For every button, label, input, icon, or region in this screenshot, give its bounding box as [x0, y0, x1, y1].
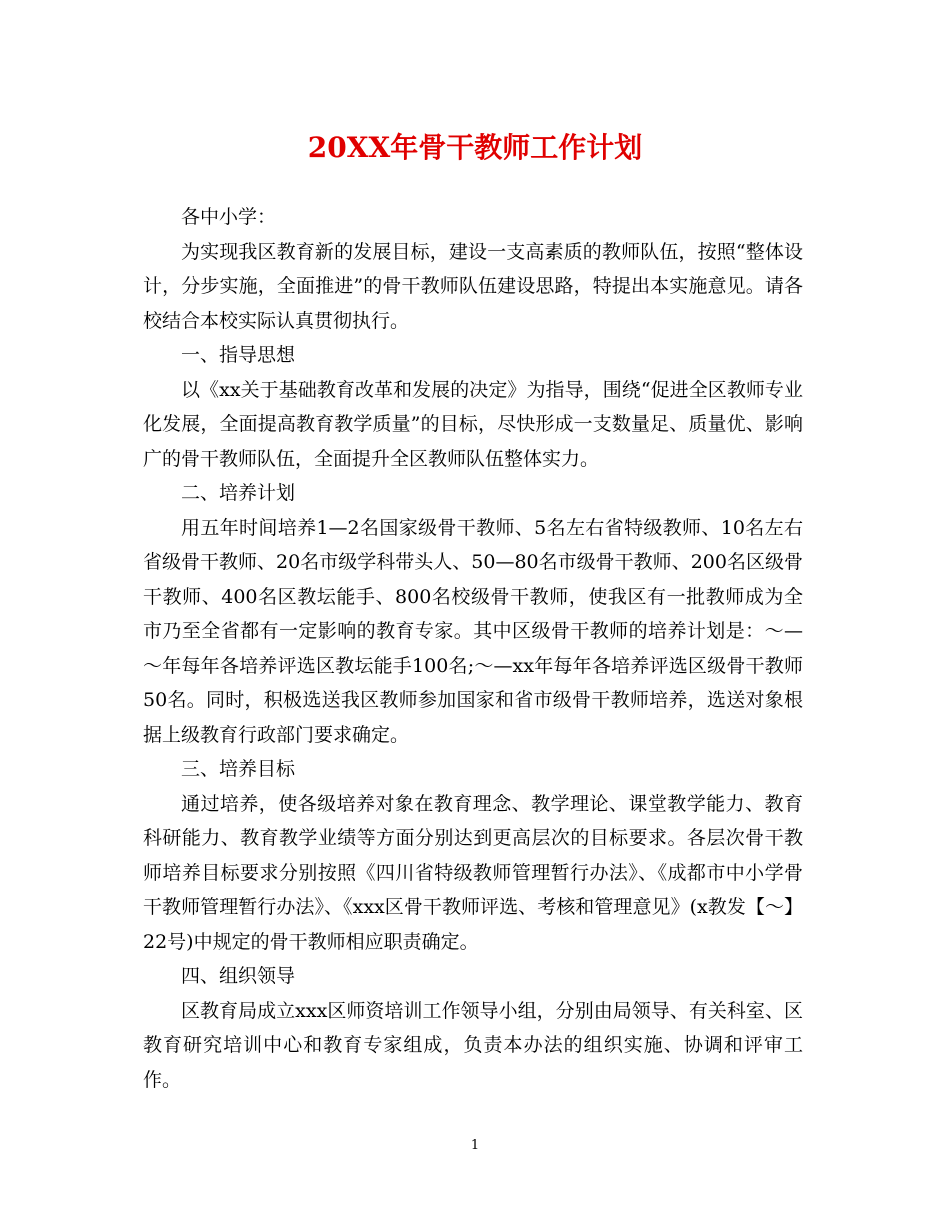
section-heading-organization: 四、组织领导	[181, 965, 296, 987]
section-heading-training-goals: 三、培养目标	[181, 758, 296, 780]
section-heading-guiding-ideology: 一、指导思想	[181, 344, 296, 366]
document-title: 20XX年骨干教师工作计划	[307, 131, 643, 164]
section-heading-training-plan: 二、培养计划	[181, 482, 296, 504]
organization-paragraph: 区教育局成立xxx区师资培训工作领导小组，分别由局领导、有关科室、区教育研究培训中心和教育专家组成，负责本办法的组织实施、协调和评审工作。	[143, 999, 803, 1091]
training-plan-paragraph: 用五年时间培养1—2名国家级骨干教师、5名左右省特级教师、10名左右省级骨干教师、20名市级学科带头人、50—80名市级骨干教师、200名区级骨干教师、400名区教坛能手、800名校级骨干教师，使我区有一批教师成为全市乃至全省都有一定影响的教育专家。其中区级骨干教师的培养计划是：～—～年每年各培养评选区教坛能手100名;～—xx年每年各培养评选区级骨干教师50名。同时，积极选送我区教师参加国家和省市级骨干教师培养，选送对象根据上级教育行政部门要求确定。	[143, 516, 803, 746]
guiding-ideology-paragraph: 以《xx关于基础教育改革和发展的决定》为指导，围绕“促进全区教师专业化发展，全面提高教育教学质量”的目标，尽快形成一支数量足、质量优、影响广的骨干教师队伍，全面提升全区教师队伍整体实力。	[143, 378, 803, 470]
document-body	[143, 200, 803, 1097]
intro-paragraph: 为实现我区教育新的发展目标，建设一支高素质的教师队伍，按照“整体设计，分步实施，全面推进”的骨干教师队伍建设思路，特提出本实施意见。请各校结合本校实际认真贯彻执行。	[143, 240, 803, 332]
salutation: 各中小学：	[181, 206, 277, 228]
page-number: 1	[470, 1138, 480, 1153]
training-goals-paragraph: 通过培养，使各级培养对象在教育理念、教学理论、课堂教学能力、教育科研能力、教育教学业绩等方面分别达到更高层次的目标要求。各层次骨干教师培养目标要求分别按照《四川省特级教师管理暂行办法》、《成都市中小学骨干教师管理暂行办法》、《xxx区骨干教师评选、考核和管理意见》(x教发【～】22号)中规定的骨干教师相应职责确定。	[143, 792, 803, 953]
